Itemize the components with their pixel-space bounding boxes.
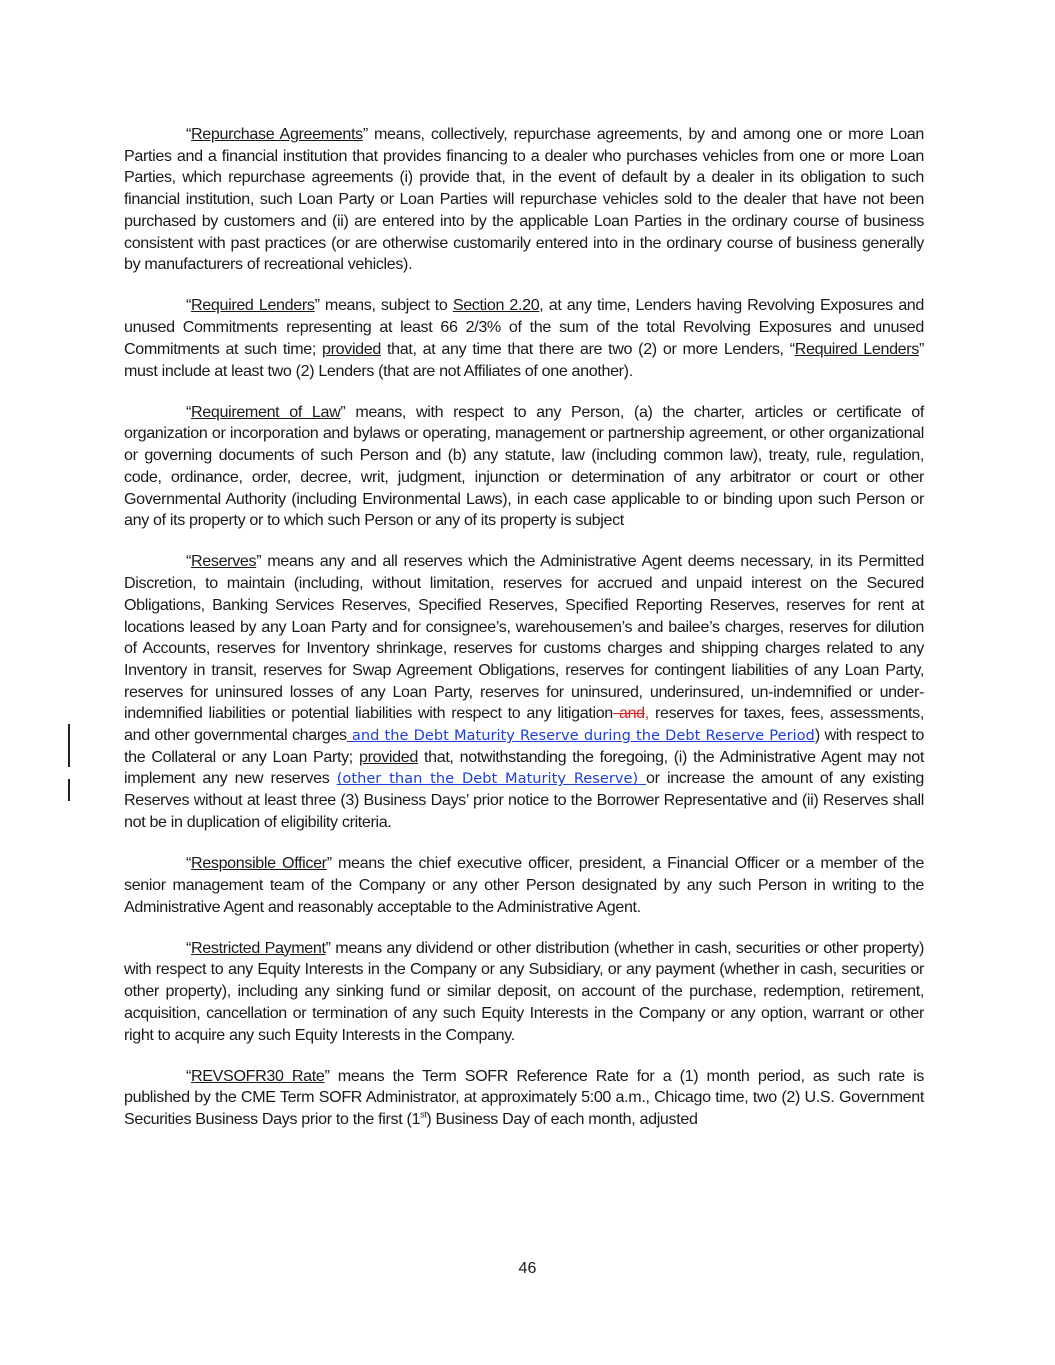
definition-repurchase-agreements: “Repurchase Agreements” means, collectively, repurchase agreements, by and among one or more Loan Parties and a financial institution that provides financing to a dealer who purchases vehicles from one or more Loan Parties, which repurchase agreements (i) provide that, in the event of default by a dealer in its obligation to such financial institution, such Loan Party or Loan Parties will repurchase vehicles sold to the dealer that have not been purchased by customers and (ii) are entered into by the applicable Loan Parties in the ordinary course of business consistent with past practices (or are otherwise customarily entered into in the ordinary course of business generally by manufacturers of recreational vehicles).: [124, 125, 924, 274]
definition-text: reserves for taxes, fees, assessments, and other governmental charges: [124, 704, 924, 745]
definition-revsofr30-rate: “REVSOFR30 Rate” means the Term SOFR Reference Rate for a (1) month period, as such rate is published by the CME Term SOFR Administrator, at approximately 5:00 a.m., Chicago time, two (2) U.S. Government Securities Business Days prior to the first (1st) Business Day of each month, adjusted: [124, 1066, 925, 1129]
definition-text: ” means any dividend or other distribution (whether in cash, securities or other property) with respect to any Equity Interests in the Company or any Subsidiary, or any payment (whether in cash, securities or other property), including any sinking fund or similar deposit, on account of the purchase, redemption, retirement, acquisition, cancellation or termination of any such Equity Interests in the Company or any option, warrant or other right to acquire any such Equity Interests in the Company.: [124, 938, 924, 1044]
definition-text: that, at any time that there are two (2) or more Lenders, “: [380, 339, 795, 358]
definition-text: ” means, collectively, repurchase agreements, by and among one or more Loan Parties and a financial institution that provides financing to a dealer who purchases vehicles from one or more Loan Parties, which repurchase agreements (i) provide that, in the event of default by a dealer in its obligation to such financial institution, such Loan Party or Loan Parties will repurchase vehicles sold to the dealer that have not been purchased by customers and (ii) are entered into by the applicable Loan Parties in the ordinary course of business consistent with past practices (or are otherwise customarily entered into in the ordinary course of business generally by manufacturers of recreational vehicles).: [124, 125, 924, 274]
deleted-text: and: [612, 704, 645, 723]
definition-text: ” means any and all reserves which the Administrative Agent deems necessary, in its Permitted Discretion, to maintain (including, without limitation, reserves for accrued and unpaid interest on the Secured Obligations, Banking Services Reserves, Specified Reserves, Specified Reporting Reserves, reserves for rent at locations leased by any Loan Party and for consignee’s, warehousemen’s and bailee’s charges, reserves for dilution of Accounts, reserves for Inventory shrinkage, reserves for customs charges and shipping charges related to any Inventory in transit, reserves for Swap Agreement Obligations, reserves for contingent liabilities of any Loan Party, reserves for uninsured losses of any Loan Party, reserves for uninsured, underinsured, un-indemnified or under-indemnified liabilities or potential liabilities with respect to any litigation: [124, 552, 924, 723]
definition-text: that, notwithstanding the foregoing, (i) the Administrative Agent may not implement any new reserves: [124, 747, 924, 788]
section-reference: Section 2.20: [452, 296, 540, 315]
definition-restricted-payment: “Restricted Payment” means any dividend or other distribution (whether in cash, securities or other property) with respect to any Equity Interests in the Company or any Subsidiary, or any payment (whether in cash, securities or other property), including any sinking fund or similar deposit, on account of the purchase, redemption, retirement, acquisition, cancellation or termination of any such Equity Interests in the Company or any option, warrant or other right to acquire any such Equity Interests in the Company.: [124, 938, 924, 1044]
definition-text: ” means the chief executive officer, president, a Financial Officer or a member of the senior management team of the Company or any other Person designated by any such Person in writing to the Administrative Agent and reasonably acceptable to the Administrative Agent.: [124, 854, 924, 916]
proviso-term: provided: [322, 339, 381, 358]
defined-term: Reserves: [191, 552, 257, 571]
definition-required-lenders: “Required Lenders” means, subject to Section 2.20, at any time, Lenders having Revolving Exposures and unused Commitments representing at least 66 2/3% of the sum of the total Revolving Exposures and unused Commitments at such time; provided that, at any time that there are two (2) or more Lenders, “Required Lenders” must include at least two (2) Lenders (that are not Affiliates of one another).: [124, 296, 925, 380]
defined-term: Required Lenders: [191, 296, 315, 315]
definition-text: ” must include at least two (2) Lenders (that are not Affiliates of one another).: [124, 339, 925, 380]
definition-responsible-officer: “Responsible Officer” means the chief executive officer, president, a Financial Officer or a member of the senior management team of the Company or any other Person designated by any such Person in writing to the Administrative Agent and reasonably acceptable to the Administrative Agent.: [124, 854, 924, 916]
defined-term: Required Lenders: [794, 339, 919, 358]
definition-text: ) Business Day of each month, adjusted: [426, 1110, 698, 1129]
inserted-comma: ,: [644, 704, 649, 723]
definition-text: or increase the amount of any existing Reserves without at least three (3) Business Days’ prior notice to the Borrower Representative and (ii) Reserves shall not be in duplication of eligibility criteria.: [124, 769, 924, 831]
defined-term: REVSOFR30 Rate: [191, 1066, 325, 1085]
document-page: [124, 124, 924, 1150]
definition-reserves: “Reserves” means any and all reserves which the Administrative Agent deems necessary, in its Permitted Discretion, to maintain (including, without limitation, reserves for accrued and unpaid interest on the Secured Obligations, Banking Services Reserves, Specified Reserves, Specified Reporting Reserves, reserves for rent at locations leased by any Loan Party and for consignee’s, warehousemen’s and bailee’s charges, reserves for dilution of Accounts, reserves for Inventory shrinkage, reserves for customs charges and shipping charges related to any Inventory in transit, reserves for Swap Agreement Obligations, reserves for contingent liabilities of any Loan Party, reserves for uninsured losses of any Loan Party, reserves for uninsured, underinsured, un-indemnified or under-indemnified liabilities or potential liabilities with respect to any litigation and, reserves for taxes, fees, assessments, and other governmental charges and the Debt Maturity Reserve during the Debt Reserve Period) with respect to the Collateral or any Loan Party; provided that, notwithstanding the foregoing, (i) the Administrative Agent may not implement any new reserves (other than the Debt Maturity Reserve) or increase the amount of any existing Reserves without at least three (3) Business Days’ prior notice to the Borrower Representative and (ii) Reserves shall not be in duplication of eligibility criteria.: [124, 551, 924, 833]
inserted-text: and the Debt Maturity Reserve during the Debt Reserve Period: [346, 727, 815, 745]
change-bar-1: [68, 724, 70, 767]
defined-term: Requirement of Law: [191, 402, 341, 421]
definition-text: ) with respect to the Collateral or any Loan Party;: [124, 726, 924, 766]
definition-text: , at any time, Lenders having Revolving Exposures and unused Commitments representing at least 66 2/3% of the sum of the total Revolving Exposures and unused Commitments at such time;: [124, 296, 924, 358]
defined-term: Restricted Payment: [191, 938, 326, 957]
defined-term: Responsible Officer: [191, 854, 327, 873]
page-number: 46: [518, 1259, 537, 1277]
inserted-text: (other than the Debt Maturity Reserve): [336, 770, 647, 788]
defined-term: Repurchase Agreements: [191, 125, 363, 143]
superscript: st: [420, 1109, 427, 1120]
proviso-term: provided: [359, 747, 418, 766]
definition-text: ” means, with respect to any Person, (a) the charter, articles or certificate of organization or incorporation and bylaws or operating, management or partnership agreement, or other organizational or governing documents of such Person and (b) any statute, law (including common law), treaty, rule, regulation, code, ordinance, order, decree, writ, judgment, injunction or determination of any arbitrator or court or other Governmental Authority (including Environmental Laws), in each case applicable to or binding upon such Person or any of its property or to which such Person or any of its property is subject: [124, 402, 924, 530]
definition-text: ” means the Term SOFR Reference Rate for a (1) month period, as such rate is published by the CME Term SOFR Administrator, at approximately 5:00 a.m., Chicago time, two (2) U.S. Government Securities Business Days prior to the first (1: [124, 1066, 925, 1129]
change-bar-2: [68, 779, 70, 801]
definition-text: ” means, subject to: [314, 296, 453, 315]
definition-requirement-of-law: “Requirement of Law” means, with respect to any Person, (a) the charter, articles or certificate of organization or incorporation and bylaws or operating, management or partnership agreement, or other organizational or governing documents of such Person and (b) any statute, law (including common law), treaty, rule, regulation, code, ordinance, order, decree, writ, judgment, injunction or determination of any arbitrator or court or other Governmental Authority (including Environmental Laws), in each case applicable to or binding upon such Person or any of its property or to which such Person or any of its property is subject: [124, 402, 924, 530]
